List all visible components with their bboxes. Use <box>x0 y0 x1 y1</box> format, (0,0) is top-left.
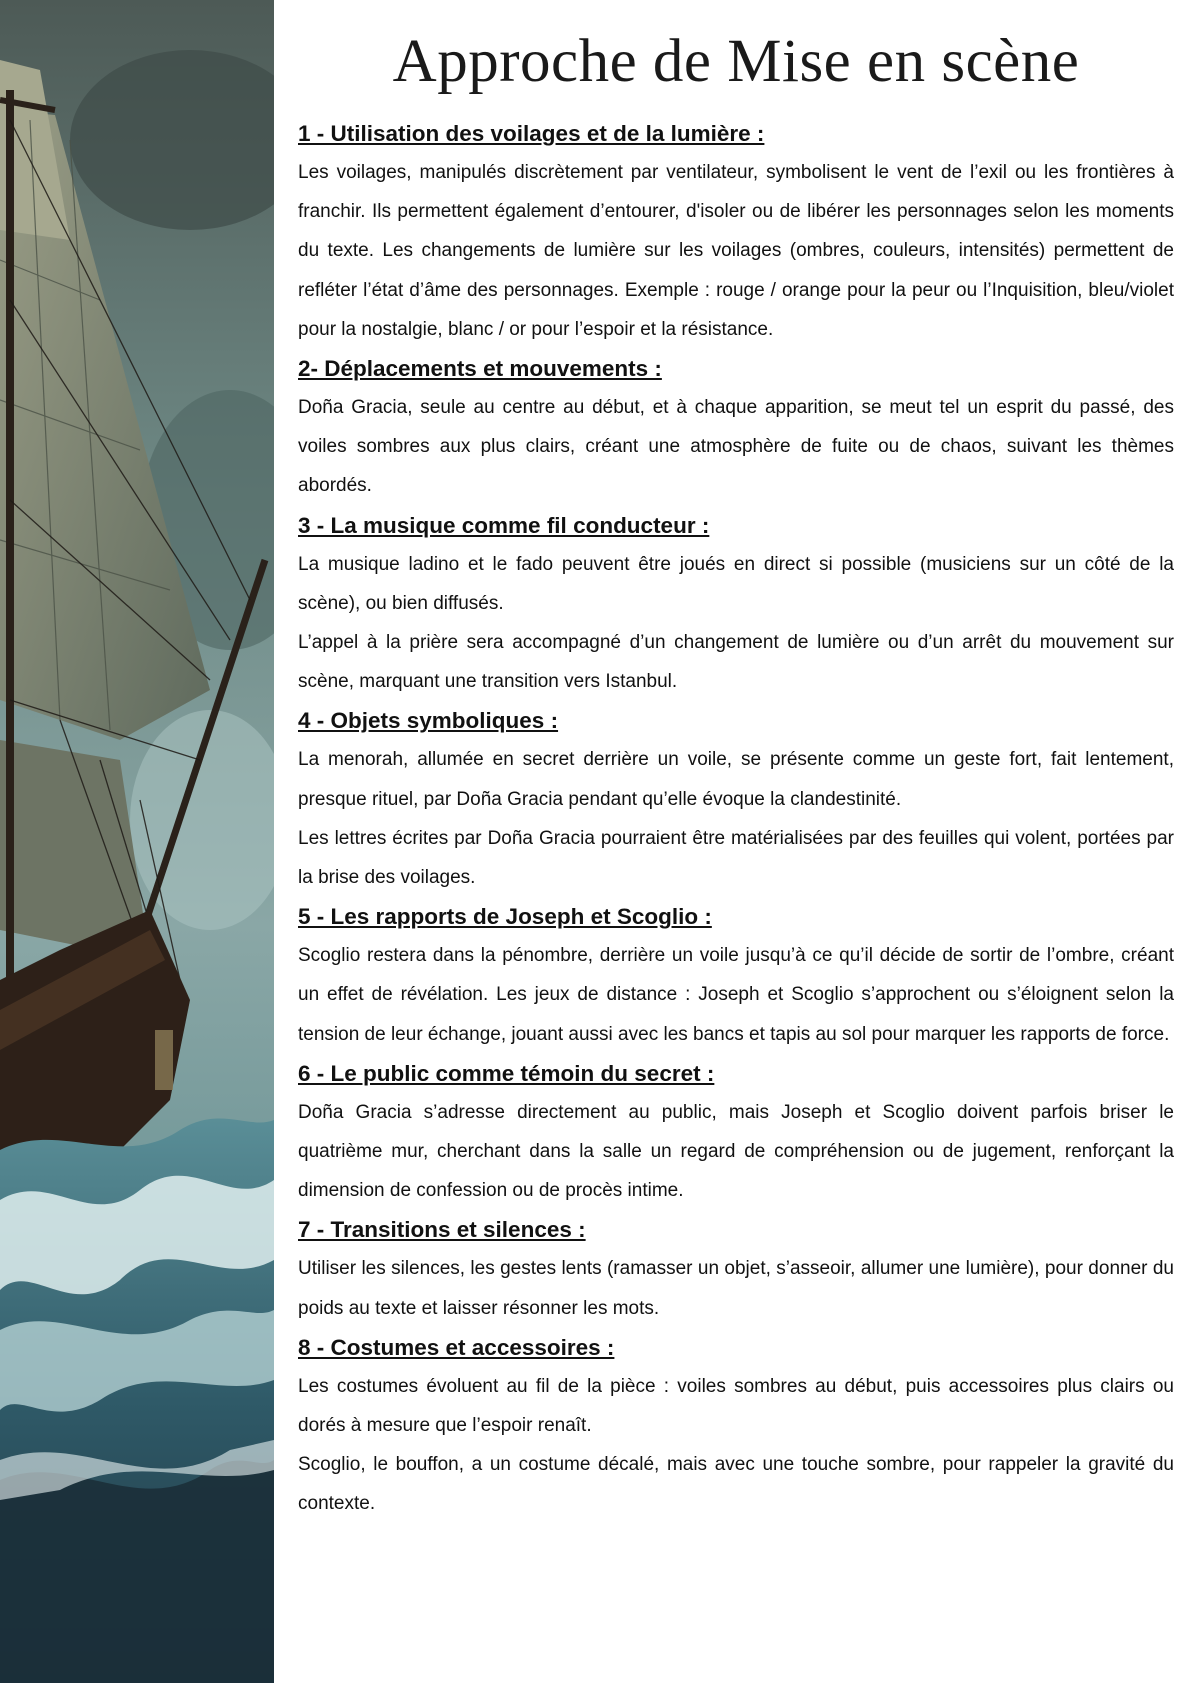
section-paragraph: Les costumes évoluent au fil de la pièce : voiles sombres au début, puis accessoires plus clairs ou dorés à mesure que l’espoir renaît. <box>298 1375 1174 1437</box>
hull-light <box>155 1030 173 1090</box>
section-heading: 7 - Transitions et silences : <box>298 1217 586 1243</box>
section-paragraph: Scoglio, le bouffon, a un costume décalé, mais avec une touche sombre, pour rappeler la gravité du contexte. <box>298 1454 1174 1515</box>
section <box>298 1328 1174 1524</box>
section <box>298 349 1174 506</box>
section <box>298 506 1174 702</box>
section-paragraph: Les voilages, manipulés discrètement par ventilateur, symbolisent le vent de l’exil ou les frontières à franchir. Ils permettent également d’entourer, d'isoler ou de libérer les personnages selon les moments du texte. Les changements de lumière sur les voilages (ombres, couleurs, intensités) permettent de refléter l’état d’âme des personnages. Exemple : rouge / orange pour la peur ou l’Inquisition, bleu/violet pour la nostalgie, blanc / or pour l’espoir et la résistance. <box>298 162 1174 340</box>
main-content <box>298 0 1174 1524</box>
section <box>298 897 1174 1054</box>
sailing-ship-illustration <box>0 0 274 1683</box>
section-paragraph: Scoglio restera dans la pénombre, derrière un voile jusqu’à ce qu’il décide de sortir de l’ombre, créant un effet de révélation. Les jeux de distance : Joseph et Scoglio s’approchent ou s’éloignent selon la tension de leur échange, jouant aussi avec les bancs et tapis au sol pour marquer les rapports de force. <box>298 945 1174 1045</box>
section <box>298 1210 1174 1327</box>
section-paragraph: Doña Gracia, seule au centre au début, et à chaque apparition, se meut tel un esprit du passé, des voiles sombres aux plus clairs, créant une atmosphère de fuite ou de chaos, suivant les thèmes abordés. <box>298 397 1174 497</box>
dark-wave <box>0 1460 274 1683</box>
section-paragraph: L’appel à la prière sera accompagné d’un changement de lumière ou d’un arrêt du mouvement sur scène, marquant une transition vers Istanbul. <box>298 632 1174 693</box>
section-paragraph: Les lettres écrites par Doña Gracia pourraient être matérialisées par des feuilles qui volent, portées par la brise des voilages. <box>298 827 1174 889</box>
section-heading: 8 - Costumes et accessoires : <box>298 1334 615 1360</box>
section-paragraph: La musique ladino et le fado peuvent être joués en direct si possible (musiciens sur un côté de la scène), ou bien diffusés. <box>298 553 1174 614</box>
section-heading: 2- Déplacements et mouvements : <box>298 356 662 382</box>
section-heading: 4 - Objets symboliques : <box>298 708 559 734</box>
section-paragraph: Doña Gracia s’adresse directement au public, mais Joseph et Scoglio doivent parfois briser le quatrième mur, cherchant dans la salle un regard de compréhension ou de jugement, renforçant la dimension de confession ou de procès intime. <box>298 1101 1174 1202</box>
section-heading: 3 - La musique comme fil conducteur : <box>298 512 710 538</box>
section <box>298 1054 1174 1211</box>
section-paragraph: La menorah, allumée en secret derrière un voile, se présente comme un geste fort, fait lentement, presque rituel, par Doña Gracia pendant qu’elle évoque la clandestinité. <box>298 749 1174 810</box>
section-heading: 5 - Les rapports de Joseph et Scoglio : <box>298 904 712 930</box>
section <box>298 701 1174 897</box>
page-title: Approche de Mise en scène <box>392 28 1080 95</box>
section-heading: 6 - Le public comme témoin du secret : <box>298 1060 715 1086</box>
section <box>298 114 1174 349</box>
section-paragraph: Utiliser les silences, les gestes lents (ramasser un objet, s’asseoir, allumer une lumière), pour donner du poids au texte et laisser résonner les mots. <box>298 1258 1174 1319</box>
side-illustration <box>0 0 274 1683</box>
section-heading: 1 - Utilisation des voilages et de la lumière : <box>298 121 765 146</box>
